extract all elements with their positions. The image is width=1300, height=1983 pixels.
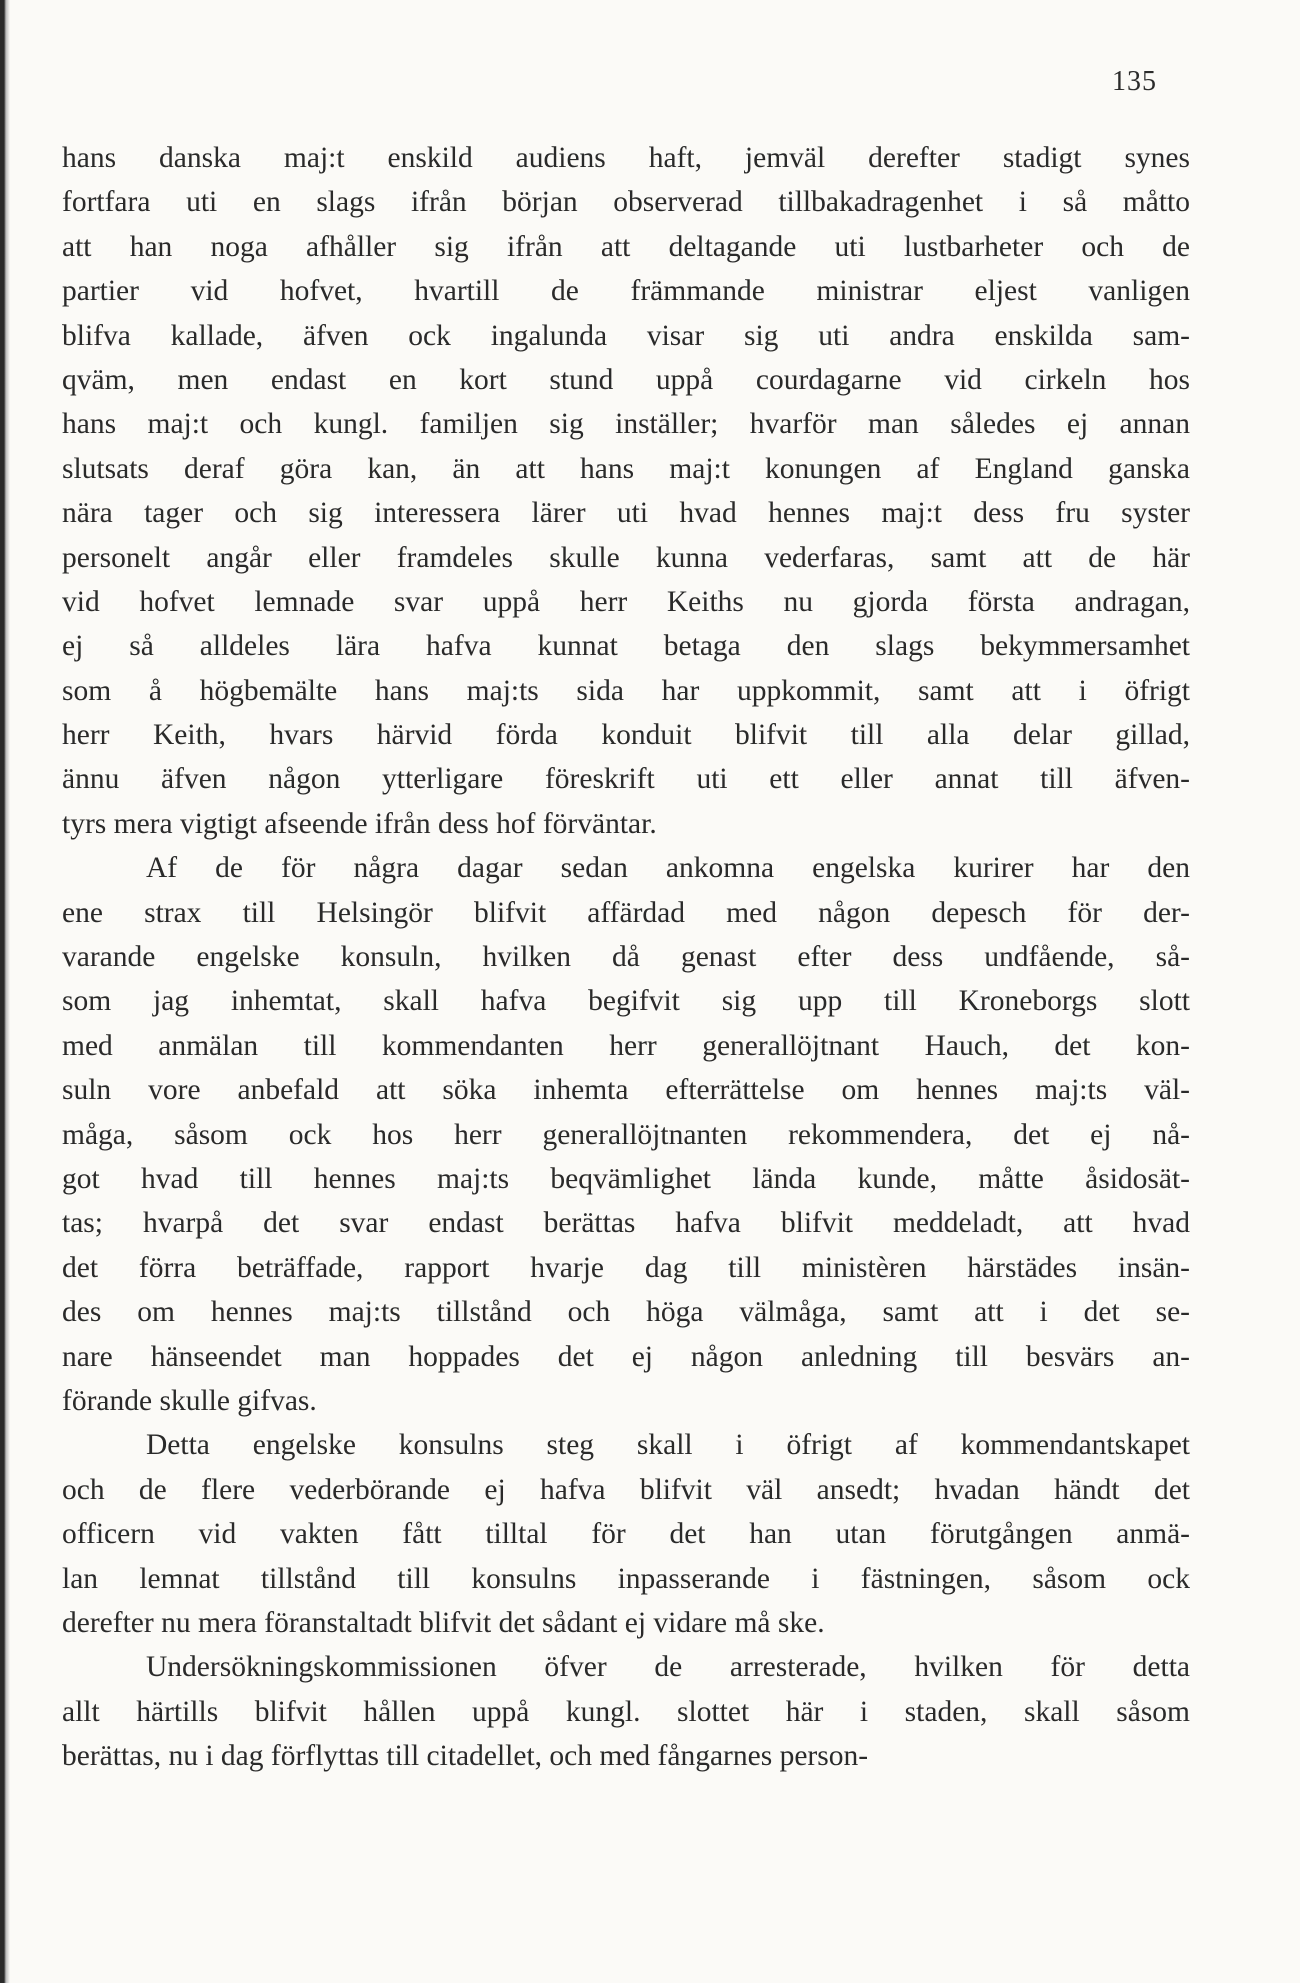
text-line: tas; hvarpå det svar endast berättas hafva blifvit meddeladt, att hvad <box>62 1207 1190 1240</box>
paragraph <box>62 1645 1190 1778</box>
text-line: officern vid vakten fått tilltal för det han utan förutgången anmä- <box>62 1518 1190 1551</box>
body-text <box>62 136 1190 1778</box>
text-line: ej så alldeles lära hafva kunnat betaga den slags bekymmersamhet <box>62 630 1190 663</box>
text-line: got hvad till hennes maj:ts beqvämlighet lända kunde, måtte åsidosät- <box>62 1162 1190 1195</box>
text-line: vid hofvet lemnade svar uppå herr Keiths nu gjorda första andragan, <box>62 585 1190 618</box>
binding-edge <box>0 0 10 1983</box>
paragraph <box>62 136 1190 846</box>
text-line: slutsats deraf göra kan, än att hans maj:t konungen af England ganska <box>62 452 1190 485</box>
text-line: Undersökningskommissionen öfver de arresterade, hvilken för detta <box>146 1651 1190 1684</box>
text-line: hans danska maj:t enskild audiens haft, jemväl derefter stadigt synes <box>62 142 1190 174</box>
paragraph <box>62 846 1190 1423</box>
text-line: varande engelske konsuln, hvilken då genast efter dess undfående, så- <box>62 941 1190 974</box>
page-number: 135 <box>1112 66 1157 97</box>
text-line: partier vid hofvet, hvartill de främmande ministrar eljest vanligen <box>62 275 1190 308</box>
text-line: ene strax till Helsingör blifvit affärdad med någon depesch för der- <box>62 896 1190 929</box>
text-line: blifva kallade, äfven ock ingalunda visar sig uti andra enskilda sam- <box>62 319 1190 352</box>
paragraph <box>62 1423 1190 1645</box>
text-line: allt härtills blifvit hållen uppå kungl. slottet här i staden, skall såsom <box>62 1695 1190 1728</box>
text-line: derefter nu mera föranstaltadt blifvit det sådant ej vidare må ske. <box>62 1606 825 1639</box>
text-line: suln vore anbefald att söka inhemta efterrättelse om hennes maj:ts väl- <box>62 1074 1190 1107</box>
text-line: måga, såsom ock hos herr generallöjtnanten rekommendera, det ej nå- <box>62 1118 1190 1151</box>
text-line: berättas, nu i dag förflyttas till citadellet, och med fångarnes person- <box>62 1740 869 1773</box>
text-line: som å högbemälte hans maj:ts sida har uppkommit, samt att i öfrigt <box>62 674 1190 707</box>
text-line: qväm, men endast en kort stund uppå courdagarne vid cirkeln hos <box>62 363 1190 396</box>
text-line: nare hänseendet man hoppades det ej någon anledning till besvärs an- <box>62 1340 1190 1373</box>
text-line: Detta engelske konsulns steg skall i öfrigt af kommendantskapet <box>146 1429 1190 1462</box>
text-line: herr Keith, hvars härvid förda konduit blifvit till alla delar gillad, <box>62 719 1190 752</box>
text-line: med anmälan till kommendanten herr generallöjtnant Hauch, det kon- <box>62 1029 1190 1062</box>
text-line: personelt angår eller framdeles skulle kunna vederfaras, samt att de här <box>62 541 1190 574</box>
text-line: hans maj:t och kungl. familjen sig inställer; hvarför man således ej annan <box>62 408 1190 441</box>
text-line: Af de för några dagar sedan ankomna engelska kurirer har den <box>146 852 1190 885</box>
text-line: nära tager och sig interessera lärer uti hvad hennes maj:t dess fru syster <box>62 497 1190 530</box>
text-line: som jag inhemtat, skall hafva begifvit sig upp till Kroneborgs slott <box>62 985 1190 1018</box>
text-line: och de flere vederbörande ej hafva blifvit väl ansedt; hvadan händt det <box>62 1473 1190 1506</box>
text-line: fortfara uti en slags ifrån början observerad tillbakadragenhet i så måtto <box>62 186 1190 219</box>
text-line: förande skulle gifvas. <box>62 1384 317 1417</box>
text-line: lan lemnat tillstånd till konsulns inpasserande i fästningen, såsom ock <box>62 1562 1190 1595</box>
text-line: des om hennes maj:ts tillstånd och höga välmåga, samt att i det se- <box>62 1296 1190 1329</box>
text-line: tyrs mera vigtigt afseende ifrån dess hof förväntar. <box>62 807 657 840</box>
text-line: det förra beträffade, rapport hvarje dag till ministèren härstädes insän- <box>62 1251 1190 1284</box>
text-line: att han noga afhåller sig ifrån att deltagande uti lustbarheter och de <box>62 230 1190 263</box>
text-line: ännu äfven någon ytterligare föreskrift uti ett eller annat till äfven- <box>62 763 1190 796</box>
